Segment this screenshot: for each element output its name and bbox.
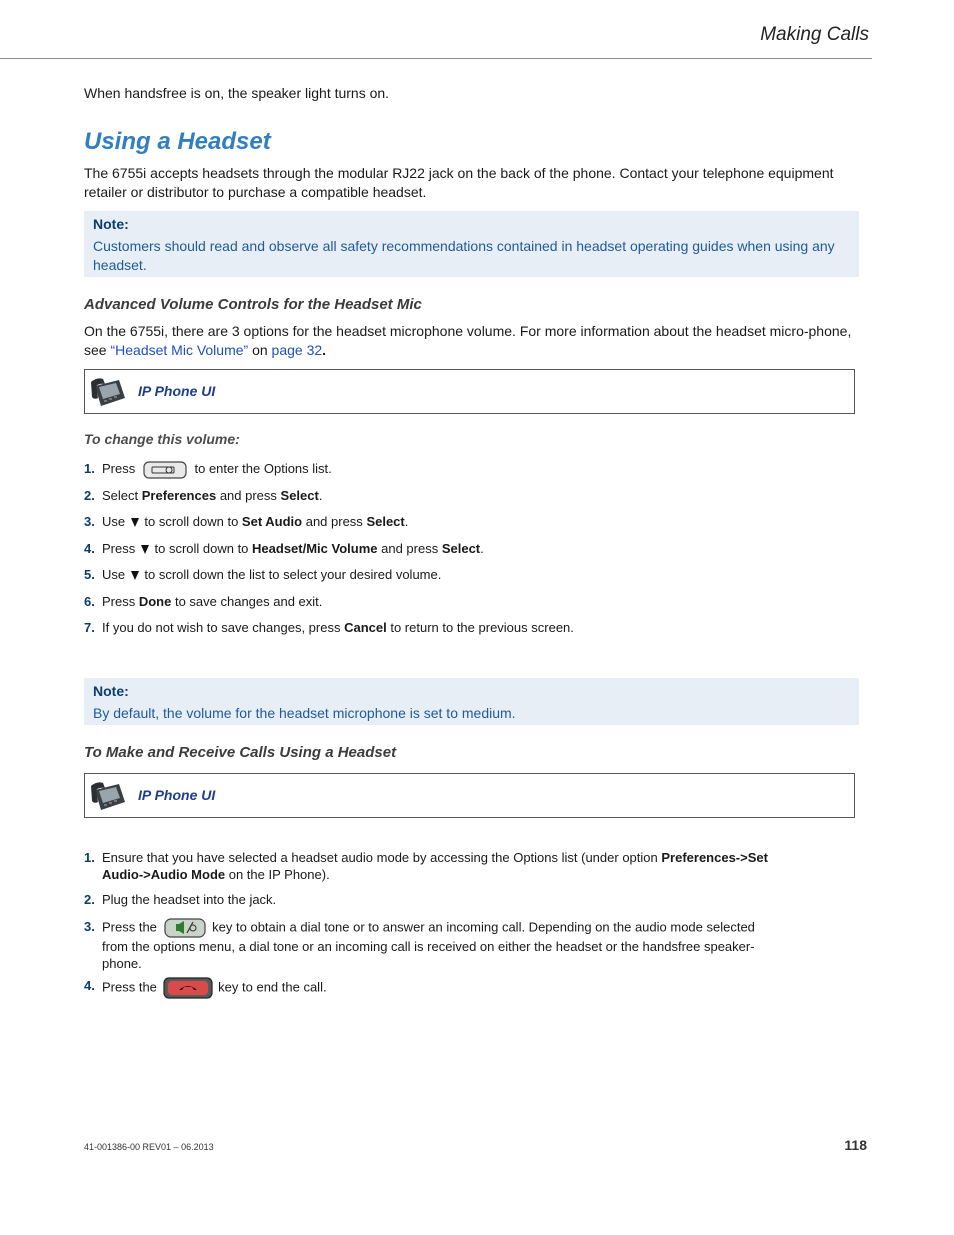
down-arrow-icon bbox=[131, 518, 139, 527]
advanced-volume-paragraph: On the 6755i, there are 3 options for the headset microphone volume. For more information about the headset micro-phone, see “Headset Mic Volume” on page 32. bbox=[84, 323, 852, 358]
options-key-icon bbox=[143, 461, 187, 479]
list-item: 1. Press to enter the Options list. bbox=[84, 460, 332, 479]
advanced-volume-heading: Advanced Volume Controls for the Headset Mic bbox=[84, 296, 422, 313]
phone-icon bbox=[89, 376, 127, 408]
handsfree-key-icon bbox=[164, 918, 206, 938]
list-item: 3. Use to scroll down to Set Audio and press Select. bbox=[84, 514, 409, 529]
list-item: 7. If you do not wish to save changes, press Cancel to return to the previous screen. bbox=[84, 620, 574, 635]
intro-paragraph: The 6755i accepts headsets through the modular RJ22 jack on the back of the phone. Contact your telephone equipment retailer or distributor to purchase a compatible headset. bbox=[84, 165, 834, 200]
list-item: 6. Press Done to save changes and exit. bbox=[84, 594, 323, 609]
list-item: 4. Press the key to end the call. bbox=[84, 977, 327, 999]
note-title: Note: bbox=[93, 216, 129, 232]
make-calls-heading: To Make and Receive Calls Using a Headset bbox=[84, 744, 397, 761]
down-arrow-icon bbox=[131, 571, 139, 580]
header-rule bbox=[0, 58, 872, 59]
page-number: 118 bbox=[844, 1137, 867, 1153]
note-body: Customers should read and observe all safety recommendations contained in headset operating guides when using any headset. bbox=[93, 238, 835, 273]
change-volume-heading: To change this volume: bbox=[84, 431, 240, 447]
goodbye-key-icon bbox=[163, 977, 213, 999]
ip-phone-ui-label: IP Phone UI bbox=[138, 787, 216, 803]
list-item: 4. Press to scroll down to Headset/Mic Volume and press Select. bbox=[84, 541, 484, 556]
page-32-link[interactable]: page 32 bbox=[271, 342, 323, 358]
default-volume-note bbox=[84, 678, 859, 725]
intro-line: When handsfree is on, the speaker light turns on. bbox=[84, 85, 390, 101]
note-title: Note: bbox=[93, 683, 129, 699]
phone-icon bbox=[89, 780, 127, 812]
ip-phone-ui-box bbox=[84, 369, 855, 414]
page-header-title: Making Calls bbox=[760, 24, 869, 45]
list-item: 3. Press the key to obtain a dial tone or to answer an incoming call. Depending on the audio mode selected from the options menu, a dial tone or an incoming call is received on either the headset or the handsfree speaker- phone. bbox=[84, 919, 755, 971]
list-item: 1. Ensure that you have selected a headset audio mode by accessing the Options list (under option Preferences->Set Audio->Audio Mode on the IP Phone). bbox=[84, 850, 768, 882]
down-arrow-icon bbox=[141, 545, 149, 554]
headset-mic-volume-link[interactable]: “Headset Mic Volume” bbox=[110, 342, 249, 358]
note-body: By default, the volume for the headset microphone is set to medium. bbox=[93, 705, 516, 721]
safety-note bbox=[84, 211, 859, 277]
section-heading: Using a Headset bbox=[84, 128, 271, 155]
footer-doc-id: 41-001386-00 REV01 – 06.2013 bbox=[84, 1142, 214, 1152]
list-item: 2. Select Preferences and press Select. bbox=[84, 488, 323, 503]
list-item: 2. Plug the headset into the jack. bbox=[84, 892, 277, 907]
ip-phone-ui-box bbox=[84, 773, 855, 818]
ip-phone-ui-label: IP Phone UI bbox=[138, 383, 216, 399]
list-item: 5. Use to scroll down the list to select your desired volume. bbox=[84, 567, 442, 582]
